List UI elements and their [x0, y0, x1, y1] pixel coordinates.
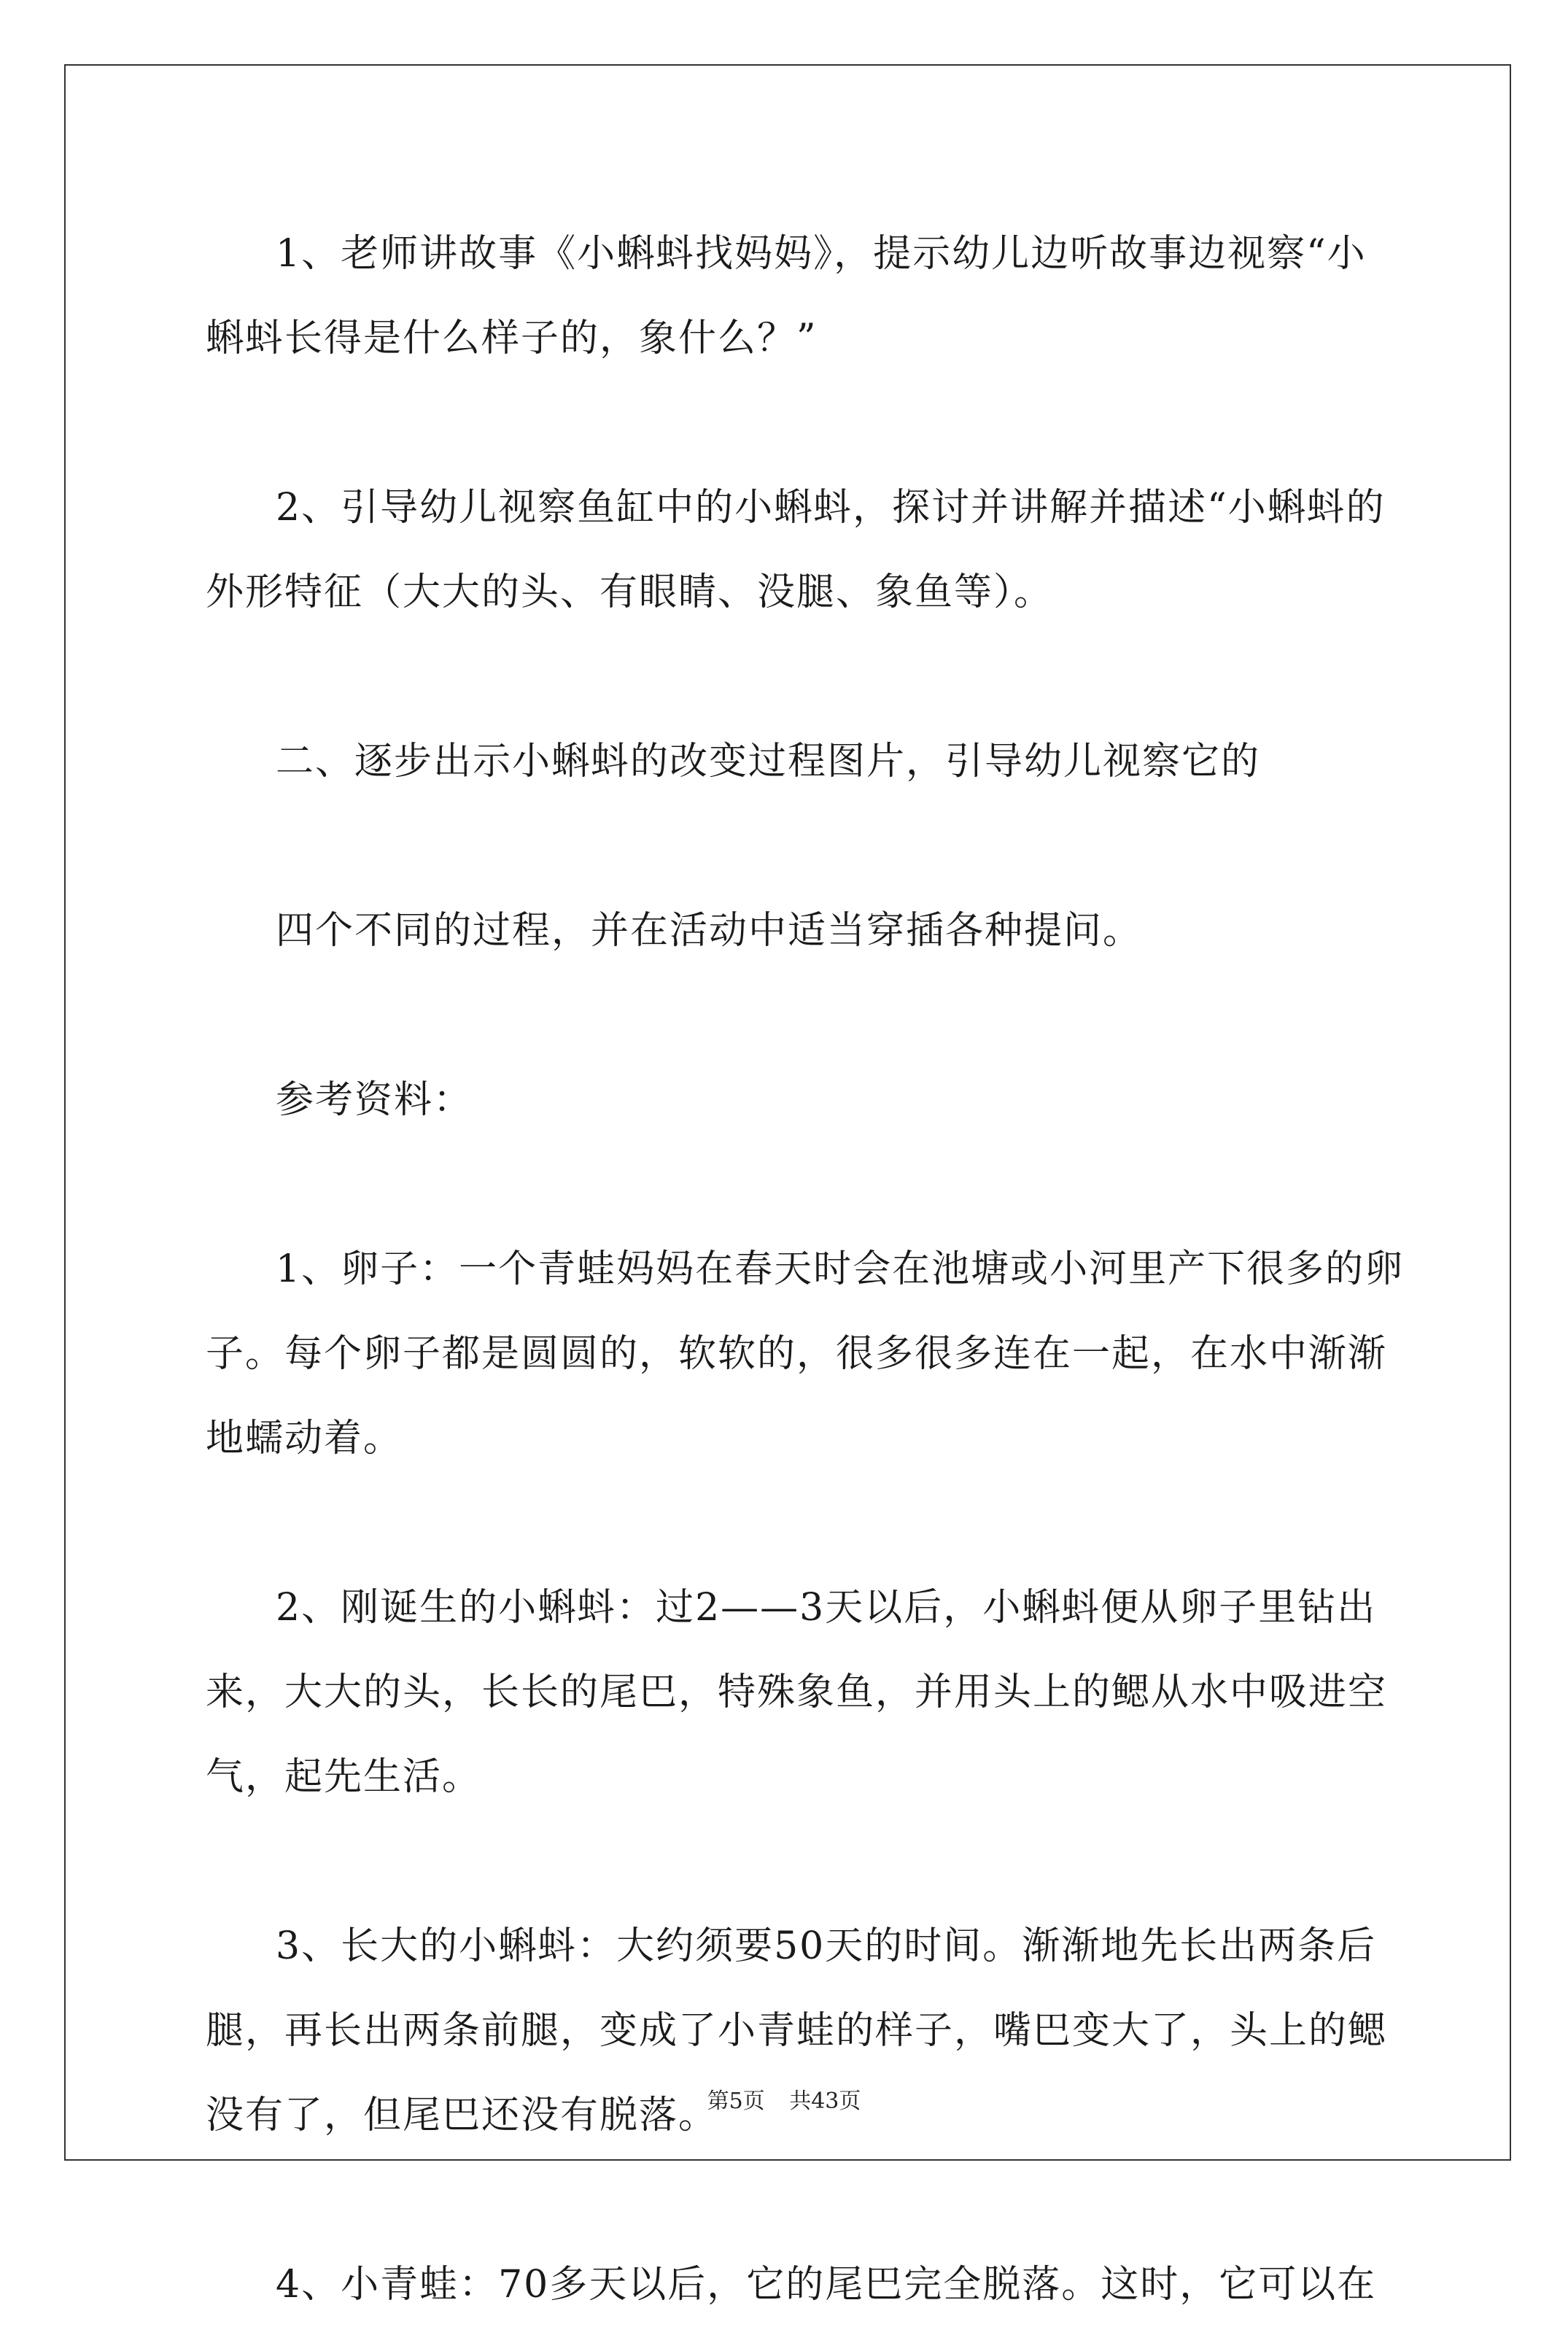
paragraph-reference-heading	[206, 1058, 1381, 1142]
page-total: 共43页	[789, 2088, 861, 2114]
text-line: 1、卵子：一个青蛙妈妈在春天时会在池塘或小河里产下很多的卵	[276, 1247, 1405, 1291]
text-line: 2、引导幼儿视察鱼缸中的小蝌蚪，探讨并讲解并描述“小蝌蚪的	[276, 486, 1386, 530]
text-line: 子。每个卵子都是圆圆的，软软的，很多很多连在一起，在水中渐渐	[206, 1332, 1388, 1376]
page-number: 第5页	[707, 2088, 765, 2114]
paragraph-little-frog	[206, 2242, 1381, 2327]
text-line: 蝌蚪长得是什么样子的，象什么？”	[206, 317, 818, 360]
text-line: 二、逐步出示小蝌蚪的改变过程图片，引导幼儿视察它的	[276, 740, 1261, 783]
paragraph-eggs	[206, 1227, 1405, 1481]
paragraph-section-two	[206, 719, 1381, 804]
text-line: 没有了，但尾巴还没有脱落。	[206, 2094, 718, 2137]
paragraph-observe-tank	[206, 465, 1386, 635]
paragraph-grown-tadpole	[206, 1904, 1388, 2158]
text-line: 腿，再长出两条前腿，变成了小青蛙的样子，嘴巴变大了，头上的鳃	[206, 2009, 1388, 2053]
text-line: 2、刚诞生的小蝌蚪：过2——3天以后，小蝌蚪便从卵子里钻出	[276, 1586, 1377, 1630]
paragraph-story-intro	[206, 212, 1381, 381]
text-line: 4、小青蛙：70多天以后，它的尾巴完全脱落。这时，它可以在	[276, 2263, 1377, 2307]
text-line: 四个不同的过程，并在活动中适当穿插各种提问。	[276, 909, 1143, 953]
text-line: 地蠕动着。	[206, 1417, 403, 1460]
text-line: 来，大大的头，长长的尾巴，特殊象鱼，并用头上的鳃从水中吸进空	[206, 1670, 1388, 1714]
text-line: 3、长大的小蝌蚪：大约须要50天的时间。渐渐地先长出两条后	[276, 1924, 1377, 1968]
paragraph-newborn-tadpole	[206, 1565, 1388, 1819]
text-line: 参考资料：	[276, 1078, 473, 1122]
text-line: 外形特征（大大的头、有眼睛、没腿、象鱼等）。	[206, 570, 1054, 614]
text-line: 1、老师讲故事《小蝌蚪找妈妈》，提示幼儿边听故事边视察“小	[276, 232, 1367, 276]
text-line: 气，起先生活。	[206, 1755, 482, 1799]
document-body	[206, 212, 1405, 2327]
paragraph-four-stages	[206, 888, 1381, 973]
page-footer	[0, 2083, 1568, 2115]
